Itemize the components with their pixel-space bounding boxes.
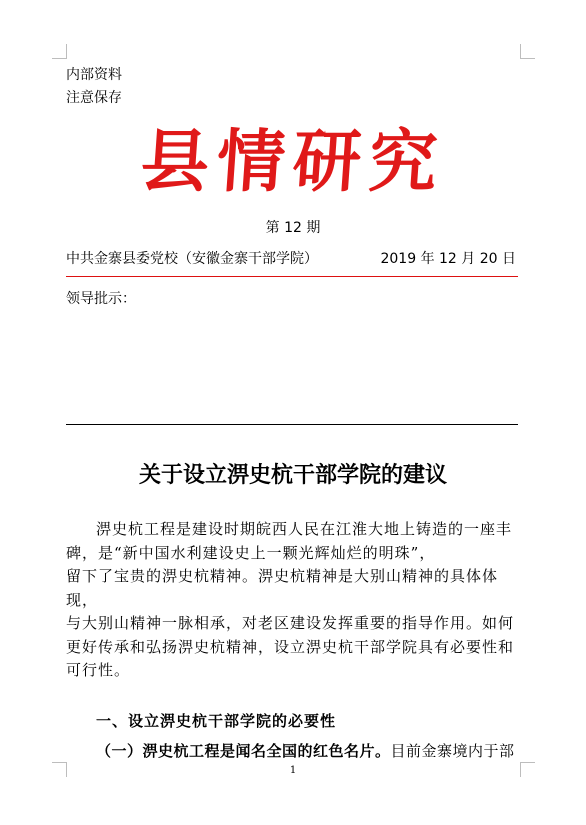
leader-instruction-label: 领导批示： xyxy=(66,291,136,307)
publish-date: 2019 年 12 月 20 日 xyxy=(380,251,516,267)
paragraph-line: 碑，是“新中国水利建设史上一颗光辉灿烂的明珠”， xyxy=(66,543,436,562)
article-body xyxy=(66,518,522,683)
subsection-heading: （一）淠史杭工程是闻名全国的红色名片。 xyxy=(96,742,391,760)
red-divider xyxy=(66,276,518,277)
publisher: 中共金寨县委党校（安徽金寨干部学院） xyxy=(66,251,318,267)
masthead-title: 县情研究 xyxy=(138,122,448,202)
internal-material-label: 内部资料 xyxy=(66,67,122,83)
paragraph-line: 淠史杭工程是建设时期皖西人民在江淮大地上铸造的一座丰 xyxy=(96,520,513,538)
article-title: 关于设立淠史杭干部学院的建议 xyxy=(138,462,447,488)
crop-mark xyxy=(52,44,67,59)
keep-safe-label: 注意保存 xyxy=(66,90,122,106)
paragraph-line: 可行性。 xyxy=(66,661,131,679)
section-heading: 一、设立淠史杭干部学院的必要性 xyxy=(96,712,337,730)
paragraph-line: 更好传承和弘扬淠史杭精神，设立淠史杭干部学院具有必要性和 xyxy=(66,637,515,656)
black-divider xyxy=(66,424,518,425)
page-number: 1 xyxy=(289,765,297,776)
subsection-line xyxy=(96,740,524,761)
issue-number: 第 12 期 xyxy=(265,220,321,236)
subsection-text: 目前金寨境内于部 xyxy=(390,742,515,760)
paragraph-line: 留下了宝贵的淠史杭精神。淠史杭精神是大别山精神的具体体现， xyxy=(66,567,499,609)
crop-mark xyxy=(520,44,535,59)
paragraph-line: 与大别山精神一脉相承，对老区建设发挥重要的指导作用。如何 xyxy=(66,614,515,632)
